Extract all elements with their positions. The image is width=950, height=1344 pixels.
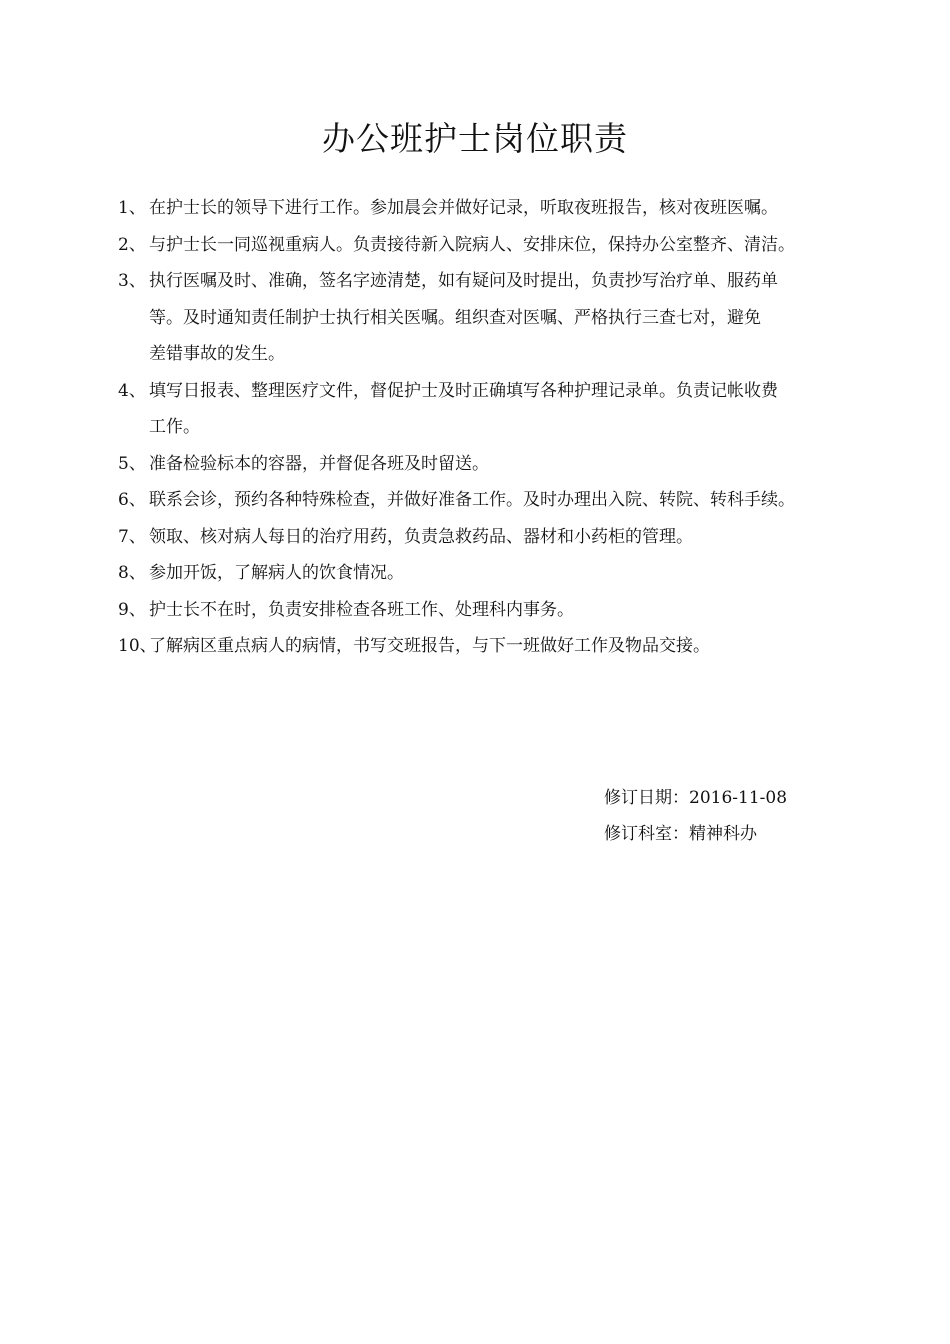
duty-text-continuation: 工作。 <box>149 417 200 437</box>
duty-item-10 <box>118 628 878 665</box>
duty-text: 准备检验标本的容器，并督促各班及时留送。 <box>149 453 489 474</box>
duty-number: 2、 <box>118 234 146 255</box>
duty-number: 1、 <box>118 198 146 218</box>
duty-item-3 <box>118 263 878 373</box>
duty-number: 6、 <box>118 490 146 510</box>
duty-text: 联系会诊，预约各种特殊检查，并做好准备工作。及时办理出入院、转院、转科手续。 <box>149 490 795 510</box>
duty-text: 参加开饭，了解病人的饮食情况。 <box>149 563 404 583</box>
duty-item-4 <box>118 373 878 446</box>
duty-item-2 <box>118 227 878 264</box>
duties-list <box>118 190 878 665</box>
document-title: 办公班护士岗位职责 <box>322 119 628 159</box>
duty-text-continuation: 差错事故的发生。 <box>149 344 285 364</box>
duty-number: 3、 <box>118 271 146 291</box>
duty-number: 5、 <box>118 453 146 474</box>
revision-department: 修订科室：精神科办 <box>604 824 757 844</box>
duty-item-9 <box>118 592 878 629</box>
duty-number: 4、 <box>118 380 146 401</box>
duty-text: 执行医嘱及时、准确，签名字迹清楚，如有疑问及时提出，负责抄写治疗单、服药单 <box>149 271 778 291</box>
duty-text: 了解病区重点病人的病情，书写交班报告，与下一班做好工作及物品交接。 <box>149 636 710 656</box>
duty-text: 与护士长一同巡视重病人。负责接待新入院病人、安排床位，保持办公室整齐、清洁。 <box>149 234 795 255</box>
duty-text: 领取、核对病人每日的治疗用药，负责急救药品、器材和小药柜的管理。 <box>149 526 693 547</box>
revision-date: 修订日期：2016-11-08 <box>604 788 788 808</box>
revision-info <box>604 780 787 852</box>
duty-item-1 <box>118 190 878 227</box>
duty-text-continuation: 等。及时通知责任制护士执行相关医嘱。组织查对医嘱、严格执行三查七对，避免 <box>149 307 761 328</box>
duty-text: 在护士长的领导下进行工作。参加晨会并做好记录，听取夜班报告，核对夜班医嘱。 <box>149 198 778 218</box>
duty-number: 10、 <box>118 636 157 656</box>
duty-text: 填写日报表、整理医疗文件，督促护士及时正确填写各种护理记录单。负责记帐收费 <box>149 380 778 401</box>
duty-item-8 <box>118 555 878 592</box>
duty-number: 7、 <box>118 526 146 547</box>
duty-text: 护士长不在时，负责安排检查各班工作、处理科内事务。 <box>149 599 574 620</box>
duty-number: 8、 <box>118 563 146 583</box>
duty-item-6 <box>118 482 878 519</box>
duty-item-7 <box>118 519 878 556</box>
duty-item-5 <box>118 446 878 483</box>
duty-number: 9、 <box>118 599 146 620</box>
